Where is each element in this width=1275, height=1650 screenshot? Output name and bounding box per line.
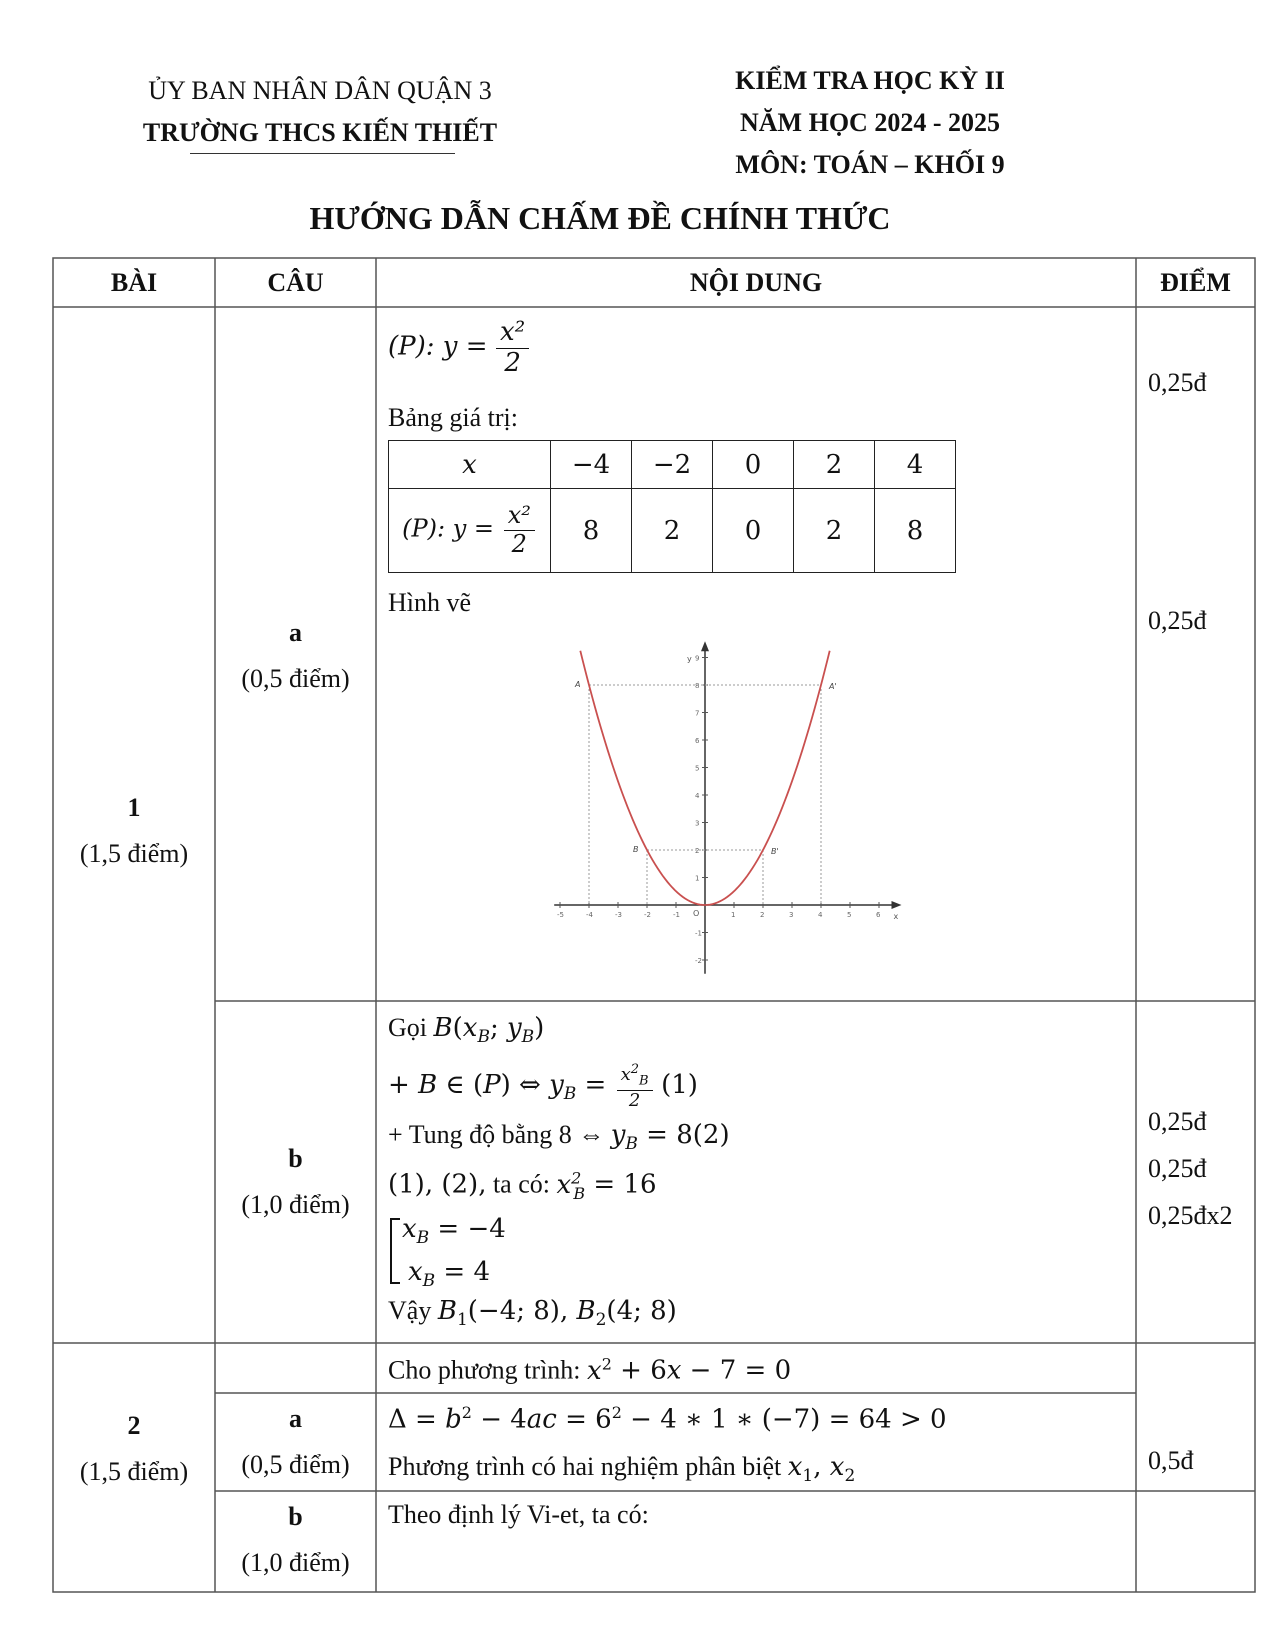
x-tick-label: -3 (615, 911, 622, 919)
cau-b-line-1-text: Gọi (388, 1013, 434, 1042)
value-table-y-cell: 2 (794, 489, 875, 573)
cau-b-line-3: + Tung độ bằng 8 ⇔ $y_B = 8(2)$ (388, 1120, 730, 1155)
graph-caption: Hình vẽ (388, 588, 472, 617)
x-tick-label: -1 (673, 911, 680, 919)
y-tick-label: -2 (695, 957, 702, 965)
bai-2-label: 2 (127, 1411, 141, 1440)
function-prefix: (P): y = (388, 331, 488, 362)
value-table-y-cell: 2 (632, 489, 713, 573)
bai-1b-score: 0,25đx2 (1148, 1201, 1233, 1230)
value-table-y-cell: 8 (875, 489, 956, 573)
cau-a-points: (0,5 điểm) (241, 664, 350, 693)
y-axis-arrow (701, 641, 709, 651)
bai-1-cau-b-cell (215, 1136, 376, 1228)
cau-a-label: a (289, 618, 302, 647)
bai-2a-conclusion: Phương trình có hai nghiệm phân biệt $x_1$, $x_2$ (388, 1452, 856, 1487)
cau-b-line-4-text: ta có: (486, 1169, 557, 1199)
x-tick-label: 5 (847, 911, 852, 919)
committee-name: ỦY BAN NHÂN DÂN QUẬN 3 (148, 76, 492, 105)
value-table-x-cell: −4 (551, 441, 632, 489)
value-table-y-label (389, 489, 551, 573)
value-table-y-cell: 0 (713, 489, 794, 573)
value-table-x-cell: 2 (794, 441, 875, 489)
x-axis-arrow (892, 901, 902, 909)
cau-b-line-4: (1), (2), ta có: $x^2_B = 16$ (388, 1168, 657, 1203)
col-header-bai: BÀI (110, 268, 158, 297)
subject-grade: MÔN: TOÁN – KHỐI 9 (735, 150, 1005, 179)
value-table-y-denominator: 2 (511, 530, 527, 558)
delta-formula: $\Delta = b^2 - 4ac = 6^2 - 4$ ∗ 1 ∗ (−7) = 64 > 0 (388, 1403, 947, 1435)
exam-title: KIỂM TRA HỌC KỲ II (735, 66, 1005, 95)
col-header-noi-dung: NỘI DUNG (689, 268, 823, 297)
bai-2-cau-a-points: (0,5 điểm) (241, 1450, 350, 1479)
y-tick-label: 6 (695, 737, 700, 745)
value-table-x-cell: −2 (632, 441, 713, 489)
y-tick-label: 7 (695, 709, 700, 718)
cau-b-line-1: Gọi $B(x_B$; $y_B$) (388, 1013, 545, 1048)
value-table-y-prefix: (P): y = (402, 515, 495, 543)
bai-1b-score: 0,25đ (1148, 1107, 1207, 1136)
bai-1a-score-1: 0,25đ (1148, 368, 1207, 397)
bai-1-cell (53, 785, 215, 877)
function-numerator: x² (496, 318, 529, 349)
cau-b-solutions (402, 1212, 506, 1298)
point-label: B (633, 845, 639, 854)
point-label: B' (771, 847, 779, 856)
bai-1a-score-2: 0,25đ (1148, 606, 1207, 635)
y-tick-label: 8 (695, 682, 700, 690)
bai-2a-score: 0,5đ (1148, 1446, 1194, 1475)
solution-1: $x_B = -4$ (402, 1214, 506, 1249)
value-table-caption: Bảng giá trị: (388, 403, 518, 432)
bai-1-points: (1,5 điểm) (79, 839, 189, 868)
cau-b-line-2: + B ∈ (P) ⇔ $y_B$ = $\frac{x^2_B}{2}$ (1) (388, 1062, 698, 1111)
parabola-graph (557, 630, 940, 990)
y-tick-label: 5 (695, 764, 700, 773)
x-axis-label: x (893, 912, 899, 921)
y-tick-label: 3 (695, 819, 700, 828)
value-table-y-numerator: x² (504, 502, 535, 531)
bai-2-intro-text: Cho phương trình: (388, 1355, 588, 1385)
cau-b-line-7-text: Vậy (388, 1296, 438, 1325)
school-year: NĂM HỌC 2024 - 2025 (740, 108, 1000, 137)
bai-2-intro: Cho phương trình: $x^2 + 6x - 7 = 0$ (388, 1354, 792, 1386)
cau-b-label: b (288, 1144, 303, 1173)
bai-1-cau-a-cell (215, 610, 376, 702)
bai-1b-scores (1148, 1098, 1233, 1239)
y-axis-label: y (687, 654, 692, 664)
x-tick-label: 2 (760, 911, 765, 919)
y-tick-label: -1 (695, 929, 702, 938)
value-table-row-x (389, 441, 956, 489)
function-fraction (496, 318, 529, 379)
function-denominator: 2 (504, 347, 521, 378)
bai-2-cau-b-cell (215, 1494, 376, 1586)
system-bracket (390, 1218, 400, 1284)
y-tick-label: 9 (695, 654, 700, 663)
cau-b-line-7: Vậy $B_1(-4$; 8), $B_2(4$; 8) (388, 1296, 677, 1331)
x-tick-label: -2 (644, 911, 651, 919)
value-table-x-label: x (389, 441, 551, 489)
x-tick-label: 3 (789, 911, 794, 919)
school-name: TRƯỜNG THCS KIẾN THIẾT (142, 118, 498, 147)
col-header-cau: CÂU (267, 268, 324, 297)
col-header-diem: ĐIỂM (1160, 268, 1231, 297)
value-table-x-cell: 0 (713, 441, 794, 489)
page-title: HƯỚNG DẪN CHẤM ĐỀ CHÍNH THỨC (309, 200, 891, 236)
graph-layer (554, 641, 901, 974)
value-table-x-cell: 4 (875, 441, 956, 489)
bai-2-cell (53, 1403, 215, 1495)
function-definition (388, 318, 531, 379)
point-label: A' (829, 682, 837, 691)
bai-2-cau-b-label: b (288, 1502, 303, 1531)
value-table-y-cell: 8 (551, 489, 632, 573)
bai-1b-score: 0,25đ (1148, 1154, 1207, 1183)
y-tick-label: 4 (695, 792, 700, 800)
bai-1-label: 1 (127, 793, 141, 822)
bai-2-cau-a-cell (215, 1396, 376, 1488)
vieta-intro: Theo định lý Vi-et, ta có: (388, 1500, 649, 1529)
bai-2-points: (1,5 điểm) (79, 1457, 189, 1486)
y-tick-label: 1 (695, 874, 700, 883)
y-tick-label: 2 (695, 847, 700, 855)
bai-2-cau-a-label: a (289, 1404, 302, 1433)
origin-label: O (693, 909, 700, 918)
bai-2a-conclusion-text: Phương trình có hai nghiệm phân biệt (388, 1452, 788, 1481)
cau-b-line-3-text: + Tung độ bằng 8 ⇔ (388, 1120, 611, 1149)
point-label: A (575, 680, 581, 689)
x-tick-label: 6 (876, 911, 881, 919)
x-tick-label: 1 (731, 911, 736, 919)
bai-2-cau-b-points: (1,0 điểm) (241, 1548, 350, 1577)
x-tick-label: -5 (557, 911, 564, 919)
value-table (388, 440, 956, 573)
solution-2: $x_B = 4$ (408, 1257, 491, 1292)
x-tick-label: -4 (586, 911, 593, 919)
cau-b-points: (1,0 điểm) (241, 1190, 350, 1219)
x-tick-label: 4 (818, 911, 823, 919)
value-table-row-y (389, 489, 956, 573)
